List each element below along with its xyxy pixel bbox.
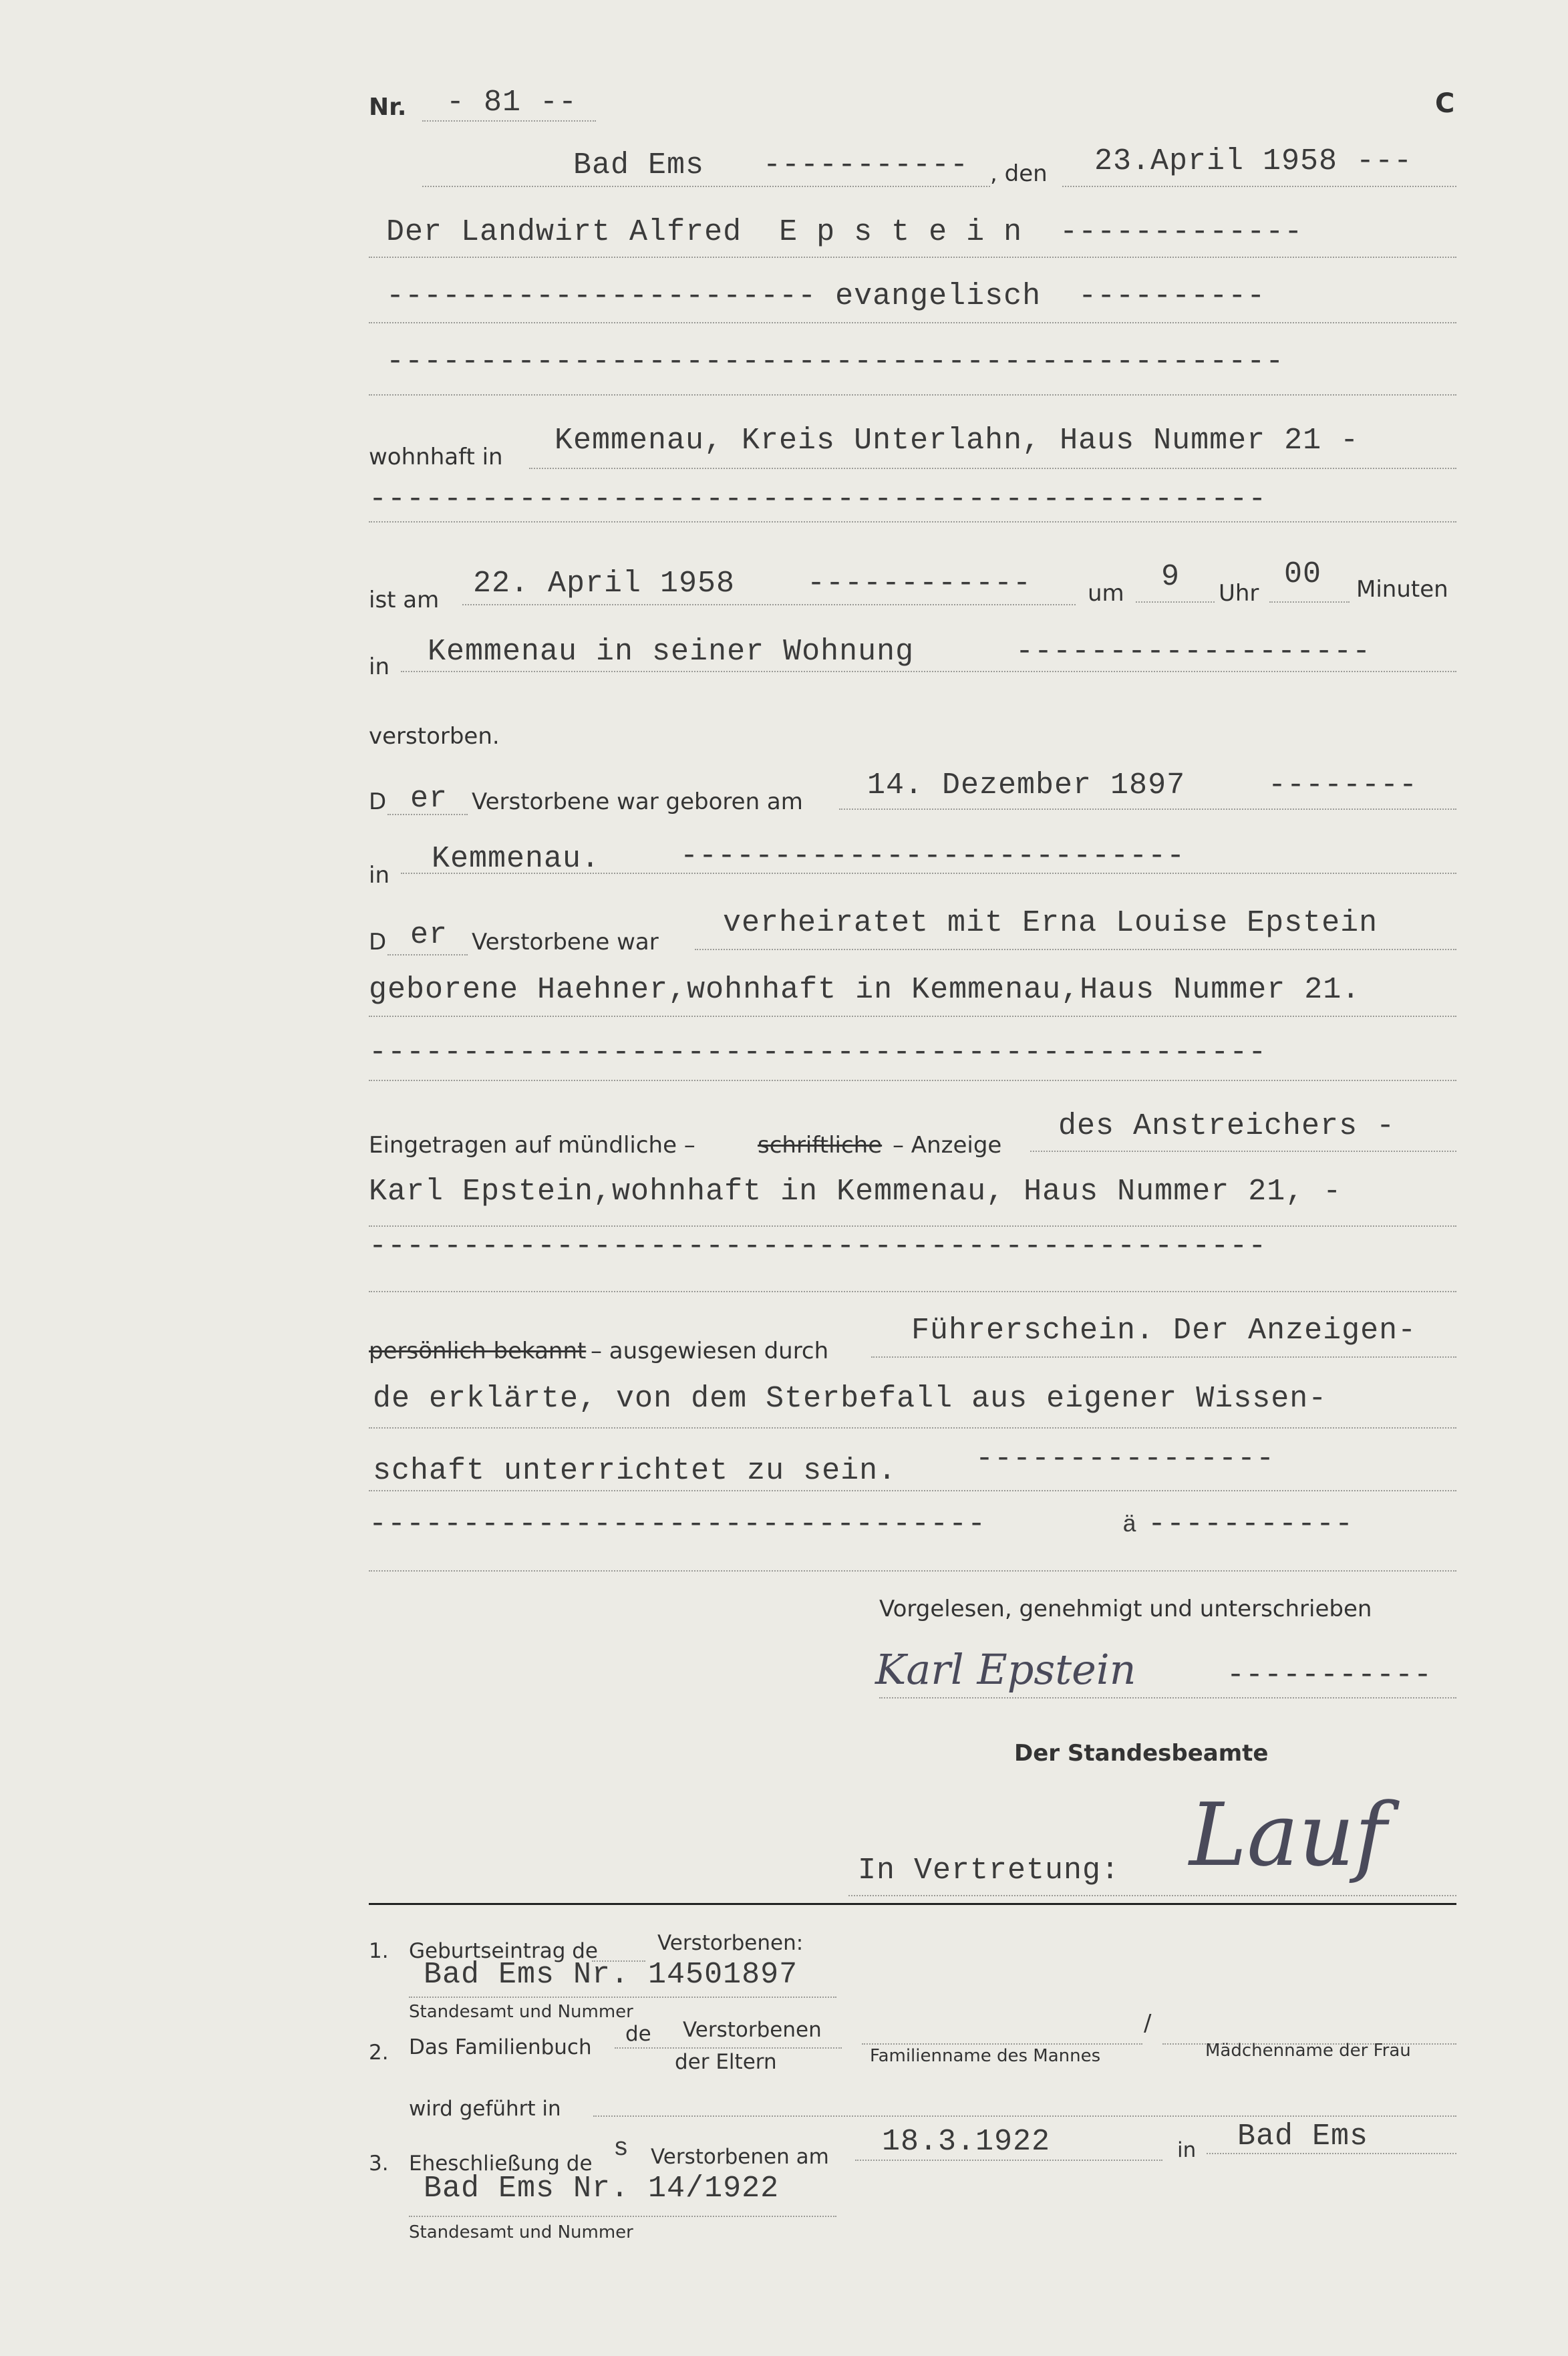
husband-name-line <box>862 2043 1142 2045</box>
verstorben-label: verstorben. <box>369 723 500 750</box>
death-minute: 00 <box>1284 557 1322 591</box>
marriage-er: er <box>410 918 448 952</box>
marriage-entry-s: s <box>613 2134 629 2163</box>
person-line-3 <box>369 394 1456 396</box>
registration-line-3 <box>369 1291 1456 1292</box>
birth-entry-label: Geburtseintrag de <box>409 1939 598 1963</box>
registration-label-prefix: Eingetragen auf mündliche – <box>369 1132 695 1159</box>
informant-signature: Karl Epstein <box>875 1645 1136 1694</box>
identification-line-4-mid: ä <box>1122 1511 1138 1539</box>
registration-line-3-text: ------------------------------------------------ <box>369 1229 1267 1264</box>
birth-date: 14. Dezember 1897 <box>867 768 1186 802</box>
identification-struck: persönlich bekannt <box>369 1338 587 1364</box>
standesamt-label-1: Standesamt und Nummer <box>409 2002 633 2022</box>
marriage-in-label: in <box>1177 2138 1197 2162</box>
registration-line-2 <box>369 1225 1456 1227</box>
minuten-label: Minuten <box>1356 576 1448 603</box>
minute-line <box>1269 601 1350 603</box>
family-book-parents: der Eltern <box>675 2050 777 2074</box>
marriage-status-line <box>695 949 1456 950</box>
deputy-label: In Vertretung: <box>858 1854 1120 1888</box>
registration-line <box>1030 1151 1456 1152</box>
family-book-de: de <box>625 2022 651 2046</box>
den-label: , den <box>990 160 1048 187</box>
death-hour: 9 <box>1161 560 1181 594</box>
birth-date-line <box>839 808 1456 810</box>
marriage-d-label: D <box>369 929 387 955</box>
nr-line <box>422 120 596 122</box>
residence-line <box>529 468 1456 469</box>
birth-place: Kemmenau. <box>432 842 601 876</box>
marriage-line-3 <box>369 1080 1456 1081</box>
identification-label: – ausgewiesen durch <box>591 1338 829 1364</box>
residence-label: wohnhaft in <box>369 444 503 470</box>
birth-er: er <box>410 782 448 816</box>
family-name-husband-label: Familienname des Mannes <box>870 2046 1101 2066</box>
note-1-number: 1. <box>369 1939 389 1963</box>
identification-line-3 <box>369 1490 1456 1491</box>
identification-line-4-right: ----------- <box>1148 1507 1354 1541</box>
registration-line-2-text: Karl Epstein,wohnhaft in Kemmenau, Haus Nummer 21, - <box>369 1175 1342 1209</box>
identification-line-3-text: schaft unterrichtet zu sein. <box>373 1454 897 1488</box>
birth-d-label: D <box>369 788 387 815</box>
ist-am-label: ist am <box>369 587 440 613</box>
name-slash: / <box>1144 2010 1152 2037</box>
identification-line <box>871 1356 1456 1358</box>
marriage-entry-label-2: Verstorbenen am <box>651 2145 829 2169</box>
registry-date: 23.April 1958 --- <box>1094 144 1413 178</box>
person-line-1-text: Der Landwirt Alfred E p s t e i n ------------- <box>386 215 1303 249</box>
birth-entry-value: Bad Ems Nr. 14501897 <box>424 1958 798 1992</box>
person-line-3-text: ------------------------------------------------ <box>386 345 1285 379</box>
official-title: Der Standesbeamte <box>1014 1740 1269 1767</box>
identification-line-4 <box>369 1570 1456 1572</box>
um-label: um <box>1088 580 1124 607</box>
residence-line-2-text: ------------------------------------------------ <box>369 482 1267 517</box>
note-2-number: 2. <box>369 2041 389 2065</box>
marriage-entry-label: Eheschließung de <box>409 2152 593 2176</box>
date-line <box>1062 186 1456 187</box>
family-book-deceased: Verstorbenen <box>683 2018 822 2042</box>
birth-entry-of: Verstorbenen: <box>657 1931 804 1955</box>
standesamt-label-3: Standesamt und Nummer <box>409 2222 633 2242</box>
hour-line <box>1136 601 1215 603</box>
death-date-line <box>462 604 1076 605</box>
birth-date-dashes: -------- <box>1268 768 1418 802</box>
identification-line-2 <box>369 1427 1456 1429</box>
birth-label: Verstorbene war geboren am <box>472 788 803 815</box>
read-approved-text: Vorgelesen, genehmigt und unterschrieben <box>879 1596 1372 1622</box>
kept-in-line <box>593 2115 1456 2117</box>
kept-in-label: wird geführt in <box>409 2097 561 2121</box>
family-book-label: Das Familienbuch <box>409 2035 592 2059</box>
registry-place-dashes: ----------- <box>763 148 969 182</box>
death-place-dashes: ------------------- <box>1015 635 1372 669</box>
marriage-date: 18.3.1922 <box>882 2125 1051 2159</box>
birth-in-label: in <box>369 862 389 889</box>
corner-letter: C <box>1435 88 1455 119</box>
official-signature: Lauf <box>1189 1784 1387 1886</box>
identification-line-4-left: --------------------------------- <box>369 1507 987 1541</box>
marriage-line-2-text: geborene Haehner,wohnhaft in Kemmenau,Haus Nummer 21. <box>369 973 1361 1007</box>
person-line-1 <box>369 257 1456 258</box>
death-date: 22. April 1958 <box>473 567 736 601</box>
signature-line <box>879 1697 1456 1699</box>
registration-value: des Anstreichers - <box>1058 1109 1396 1143</box>
signature-dashes: ----------- <box>1227 1658 1433 1692</box>
marriage-line-3-text: ------------------------------------------------ <box>369 1036 1267 1070</box>
marriage-place: Bad Ems <box>1237 2119 1369 2154</box>
person-line-2 <box>369 322 1456 323</box>
note-3-number: 3. <box>369 2152 389 2176</box>
death-place: Kemmenau in seiner Wohnung <box>428 635 915 669</box>
marriage-entry-number: Bad Ems Nr. 14/1922 <box>424 2172 780 2206</box>
place-line <box>422 186 990 187</box>
registration-label-struck: schriftliche <box>758 1132 883 1159</box>
birth-entry-line <box>409 1997 836 1998</box>
identification-line-3-dashes: ---------------- <box>975 1442 1275 1476</box>
registration-label-suffix: – Anzeige <box>893 1132 1002 1159</box>
death-date-dashes: ------------ <box>807 567 1032 601</box>
birth-place-dashes: --------------------------- <box>680 839 1186 873</box>
residence-value: Kemmenau, Kreis Unterlahn, Haus Nummer 21 - <box>555 424 1360 458</box>
person-line-2-text: ----------------------- evangelisch ---------- <box>386 279 1266 313</box>
nr-label: Nr. <box>369 94 407 121</box>
marriage-label: Verstorbene war <box>472 929 659 955</box>
death-place-line <box>401 671 1456 672</box>
marriage-date-line <box>855 2160 1162 2161</box>
deputy-line <box>848 1895 1456 1896</box>
nr-value: - 81 -- <box>446 86 578 120</box>
registry-place: Bad Ems <box>573 148 705 182</box>
uhr-label: Uhr <box>1219 580 1259 607</box>
maiden-name-wife-label: Mädchenname der Frau <box>1205 2041 1411 2061</box>
notes-separator <box>369 1903 1456 1905</box>
residence-line-2 <box>369 521 1456 523</box>
marriage-line-2 <box>369 1016 1456 1017</box>
identification-line-2-text: de erklärte, von dem Sterbefall aus eigener Wissen- <box>373 1382 1327 1416</box>
death-place-in-label: in <box>369 653 389 680</box>
marriage-er-line <box>387 954 468 955</box>
marriage-entry-line <box>409 2216 836 2217</box>
marriage-status: verheiratet mit Erna Louise Epstein <box>723 906 1378 940</box>
family-book-divider <box>615 2047 842 2049</box>
identification-value: Führerschein. Der Anzeigen- <box>911 1314 1417 1348</box>
